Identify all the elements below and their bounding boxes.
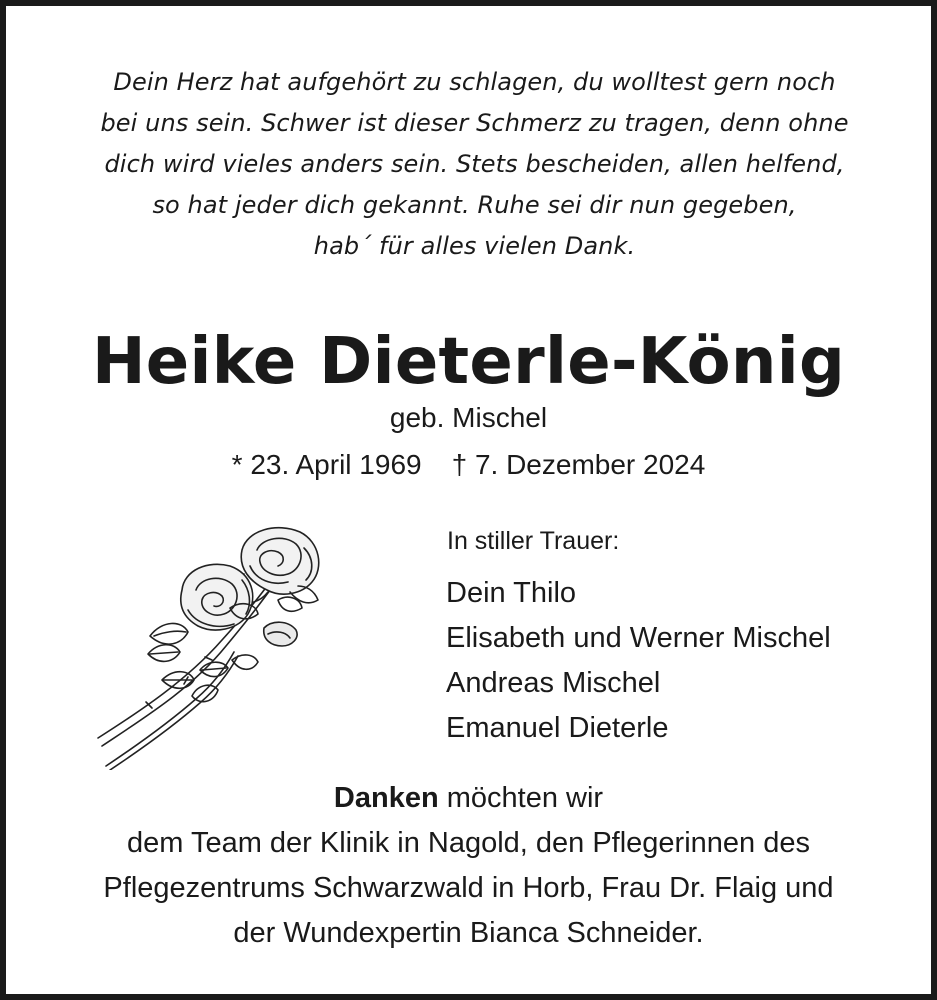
poem-line: so hat jeder dich gekannt. Ruhe sei dir nun gegeben, [152,191,797,219]
poem-line: bei uns sein. Schwer ist dieser Schmerz zu tragen, denn ohne [100,109,849,137]
death-date: † 7. Dezember 2024 [451,449,706,480]
mourner-name: Andreas Mischel [446,667,661,699]
thanks-section [6,776,931,956]
thanks-bold-word: Danken [333,782,439,814]
poem-line: Dein Herz hat aufgehört zu schlagen, du wolltest gern noch [113,68,836,96]
thanks-intro [6,776,931,821]
thanks-line: dem Team der Klinik in Nagold, den Pflegerinnen des [127,827,810,859]
mourning-label: In stiller Trauer: [447,527,620,555]
poem [46,62,903,267]
mourner-name: Dein Thilo [446,577,577,609]
poem-line: dich wird vieles anders sein. Stets bescheiden, allen helfend, [104,150,845,178]
birth-name: geb. Mischel [389,402,548,433]
life-dates [6,447,931,483]
rose-icon [92,520,332,770]
deceased-name: Heike Dieterle-König [91,325,846,399]
birth-date: * 23. April 1969 [231,449,422,480]
thanks-line: Pflegezentrums Schwarzwald in Horb, Frau Dr. Flaig und [103,872,834,904]
thanks-intro-rest: möchten wir [438,782,604,814]
thanks-line: der Wundexpertin Bianca Schneider. [233,917,704,949]
mourners-list [446,571,831,751]
poem-line: hab´ für alles vielen Dank. [313,232,636,260]
mourner-name: Elisabeth und Werner Mischel [446,622,831,654]
mourner-name: Emanuel Dieterle [446,712,669,744]
